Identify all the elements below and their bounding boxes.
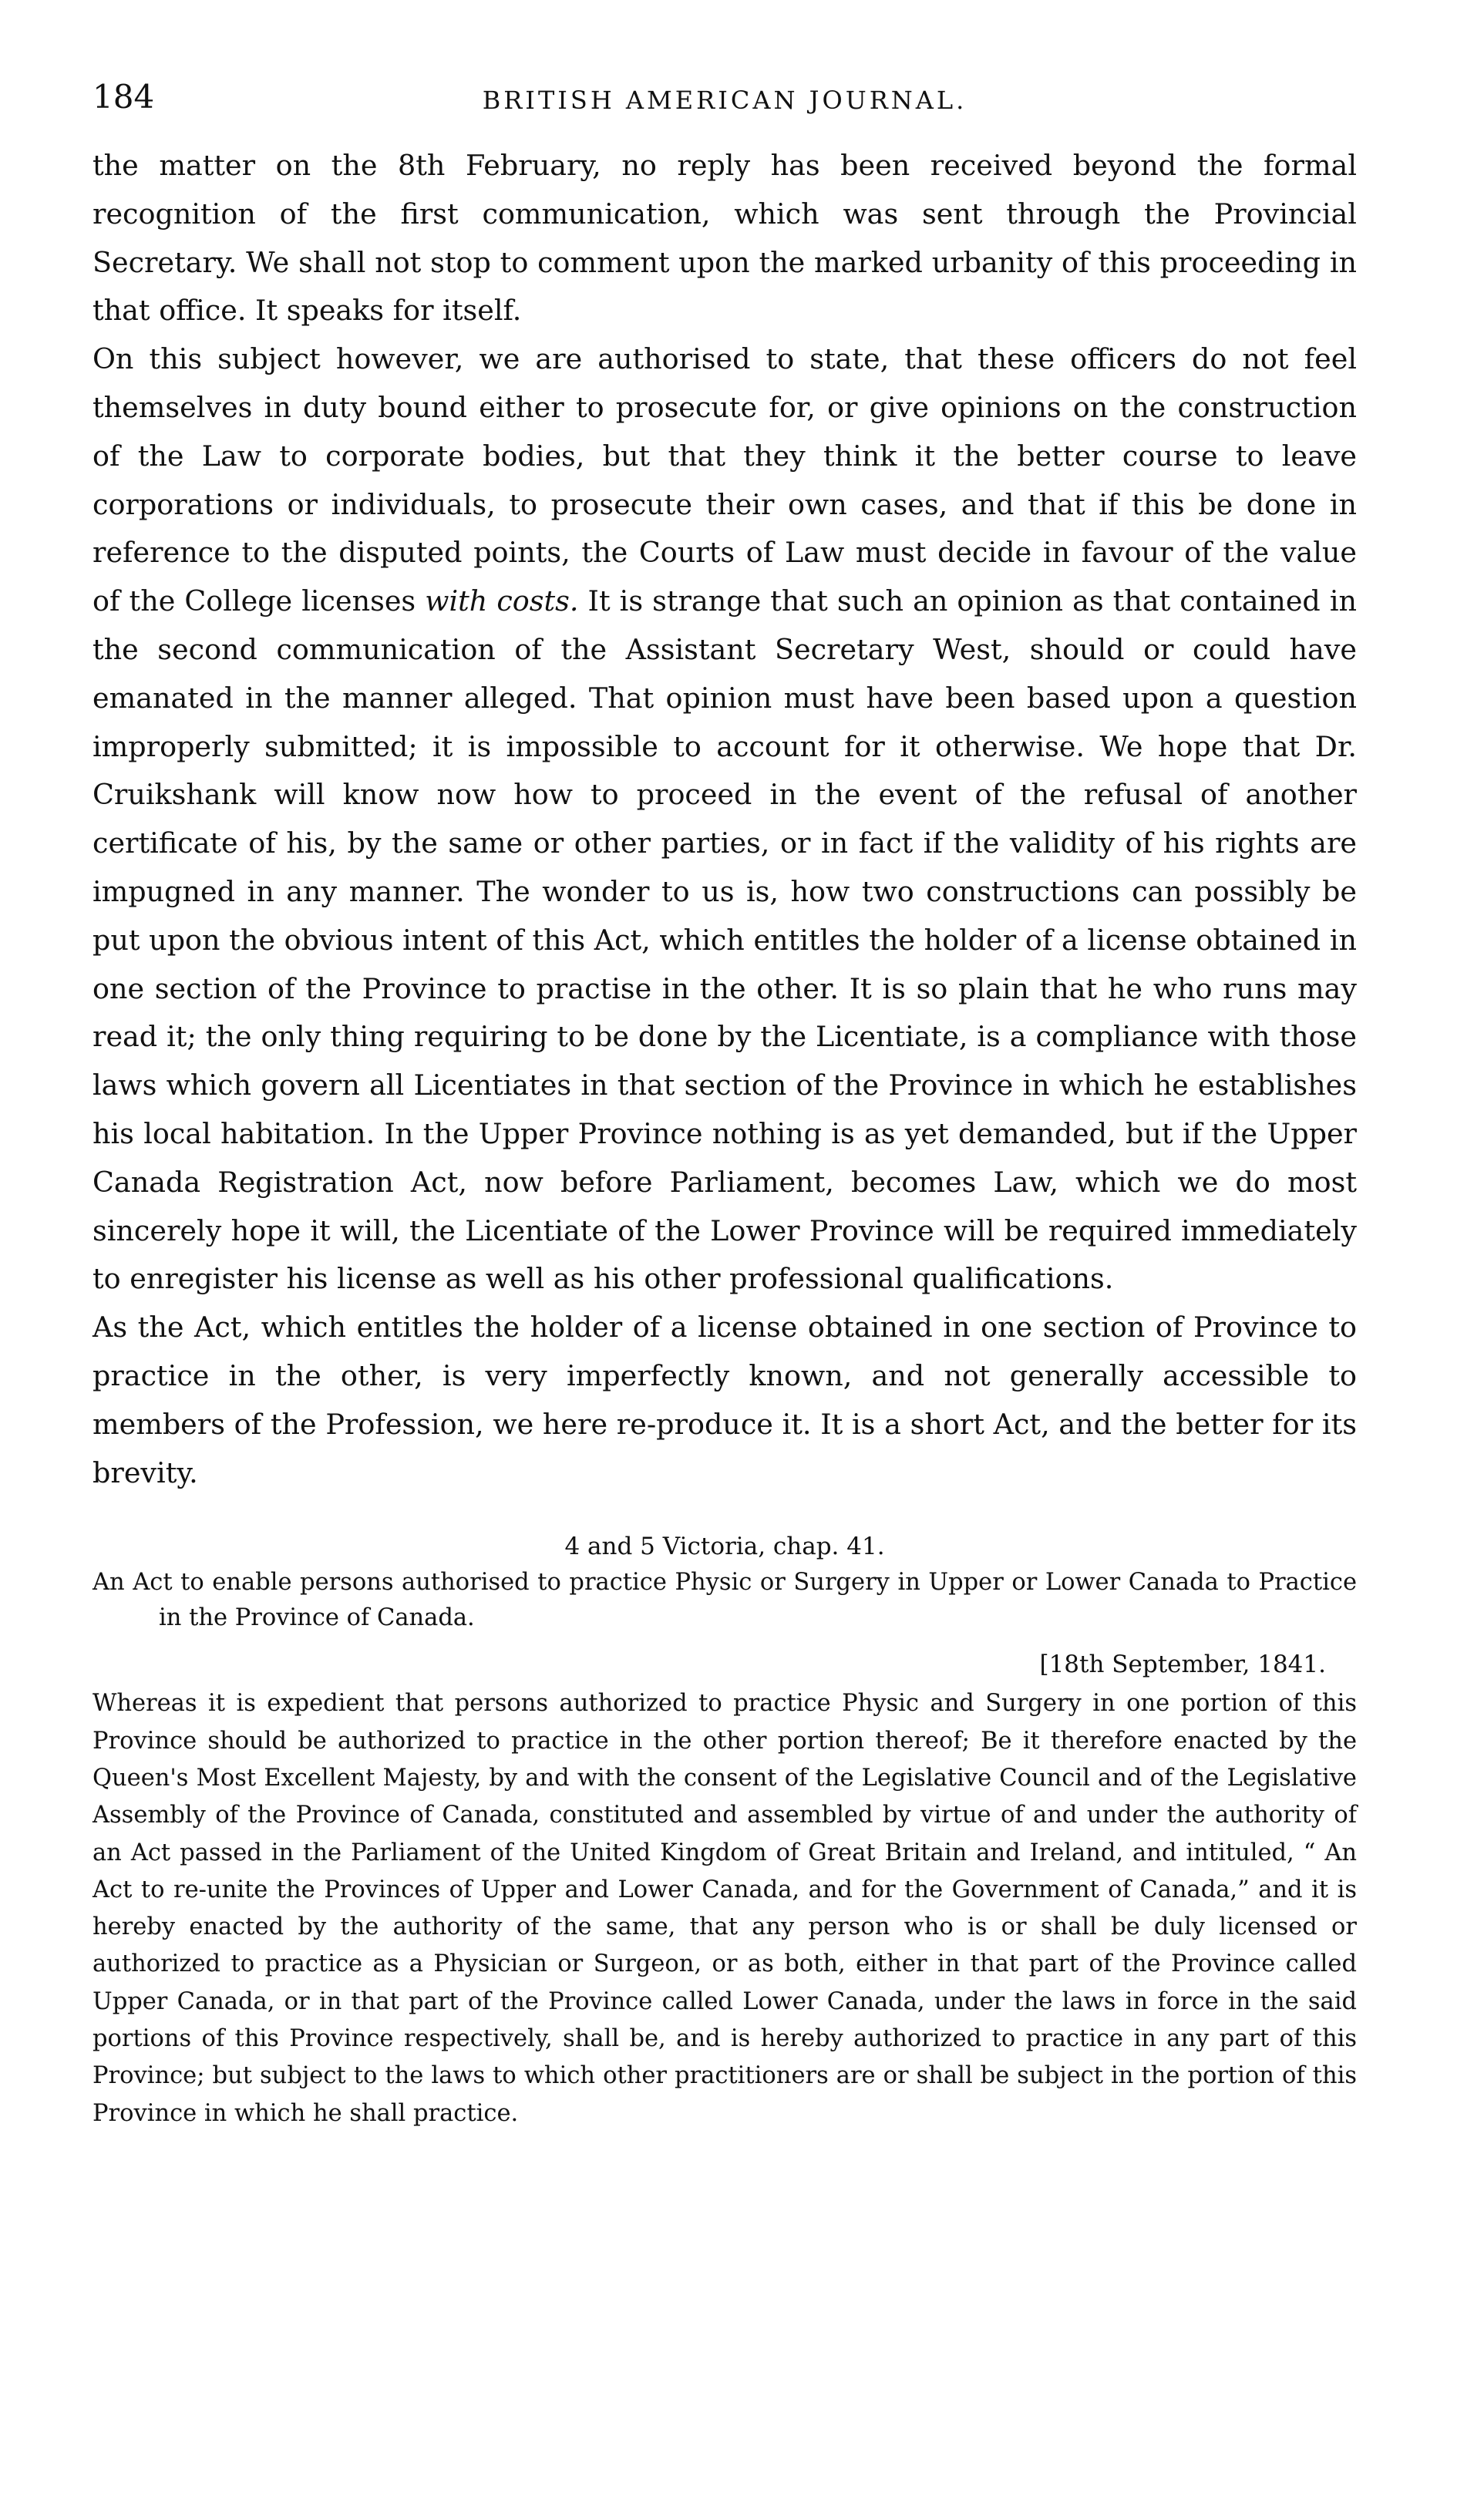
act-title: An Act to enable persons authorised to practice Physic or Surgery in Upper or Lower Canada to Practice in the Province of Canada. <box>93 1569 1357 1632</box>
page-number: 184 <box>93 78 155 116</box>
paragraph-2-text-b: It is strange that such an opinion as that contained in the second communication of the Assistant Secretary West, should or could have emanated in the manner alleged. That opinion must have been based upon a question improperly submitted; it is impossible to account for it otherwise. We hope that Dr. Cruikshank will know now how to proceed in the event of the refusal of another certificate of his, by the same or other parties, or in fact if the validity of his rights are impugned in any manner. The wonder to us is, how two constructions can possibly be put upon the obvious intent of this Act, which entitles the holder of a license obtained in one section of the Province to practise in the other. It is so plain that he who runs may read it; the only thing requiring to be done by the Licentiate, is a compliance with those laws which govern all Licentiates in that section of the Province in which he establishes his local habitation. In the Upper Province nothing is as yet demanded, but if the Upper Canada Registration Act, now before Parliament, becomes Law, which we do most sincerely hope it will, the Licentiate of the Lower Province will be required immediately to enregister his license as well as his other professional qualifications. <box>93 584 1357 1296</box>
journal-page <box>93 74 1357 2132</box>
act-body: Whereas it is expedient that persons authorized to practice Physic and Surgery in one portion of this Province should be authorized to practice in the other portion thereof; Be it therefore enacted by the Queen's Most Excellent Majesty, by and with the consent of the Legislative Council and of the Legislative Assembly of the Province of Canada, constituted and assembled by virtue of and under the authority of an Act passed in the Parliament of the United Kingdom of Great Britain and Ireland, and intituled, “ An Act to re-unite the Provinces of Upper and Lower Canada, and for the Government of Canada,” and it is hereby enacted by the authority of the same, that any person who is or shall be duly licensed or authorized to practice as a Physician or Surgeon, or as both, either in that part of the Province called Upper Canada, or in that part of the Province called Lower Canada, under the laws in force in the said portions of this Province respectively, shall be, and is hereby authorized to practice in any part of this Province; but subject to the laws to which other practitioners are or shall be subject in the portion of this Province in which he shall practice. <box>93 1690 1357 2127</box>
act-heading: 4 and 5 Victoria, chap. 41. <box>564 1533 885 1561</box>
article-paragraph-3: As the Act, which entitles the holder of a license obtained in one section of Province to practice in the other, is very imperfectly known, and not generally accessible to members of the Profession, we here re-produce it. It is a short Act, and the better for its brevity. <box>93 1311 1357 1489</box>
article-paragraph-1: the matter on the 8th February, no reply has been received beyond the formal recognition of the first communication, which was sent through the Provincial Secretary. We shall not stop to comment upon the marked urbanity of this proceeding in that office. It speaks for itself. <box>93 149 1357 328</box>
running-head <box>93 74 1357 136</box>
article-paragraph-2 <box>93 335 1357 1304</box>
paragraph-2-text-a: On this subject however, we are authorised to state, that these officers do not feel themselves in duty bound either to prosecute for, or give opinions on the construction of the Law to corporate bodies, but that they think it the better course to leave corporations or individuals, to prosecute their own cases, and that if this be done in reference to the disputed points, the Courts of Law must decide in favour of the value of the College licenses <box>93 342 1357 618</box>
act-date: [18th September, 1841. <box>1039 1651 1326 1679</box>
journal-title: BRITISH AMERICAN JOURNAL. <box>482 86 967 115</box>
italic-with-costs: with costs. <box>425 584 579 618</box>
